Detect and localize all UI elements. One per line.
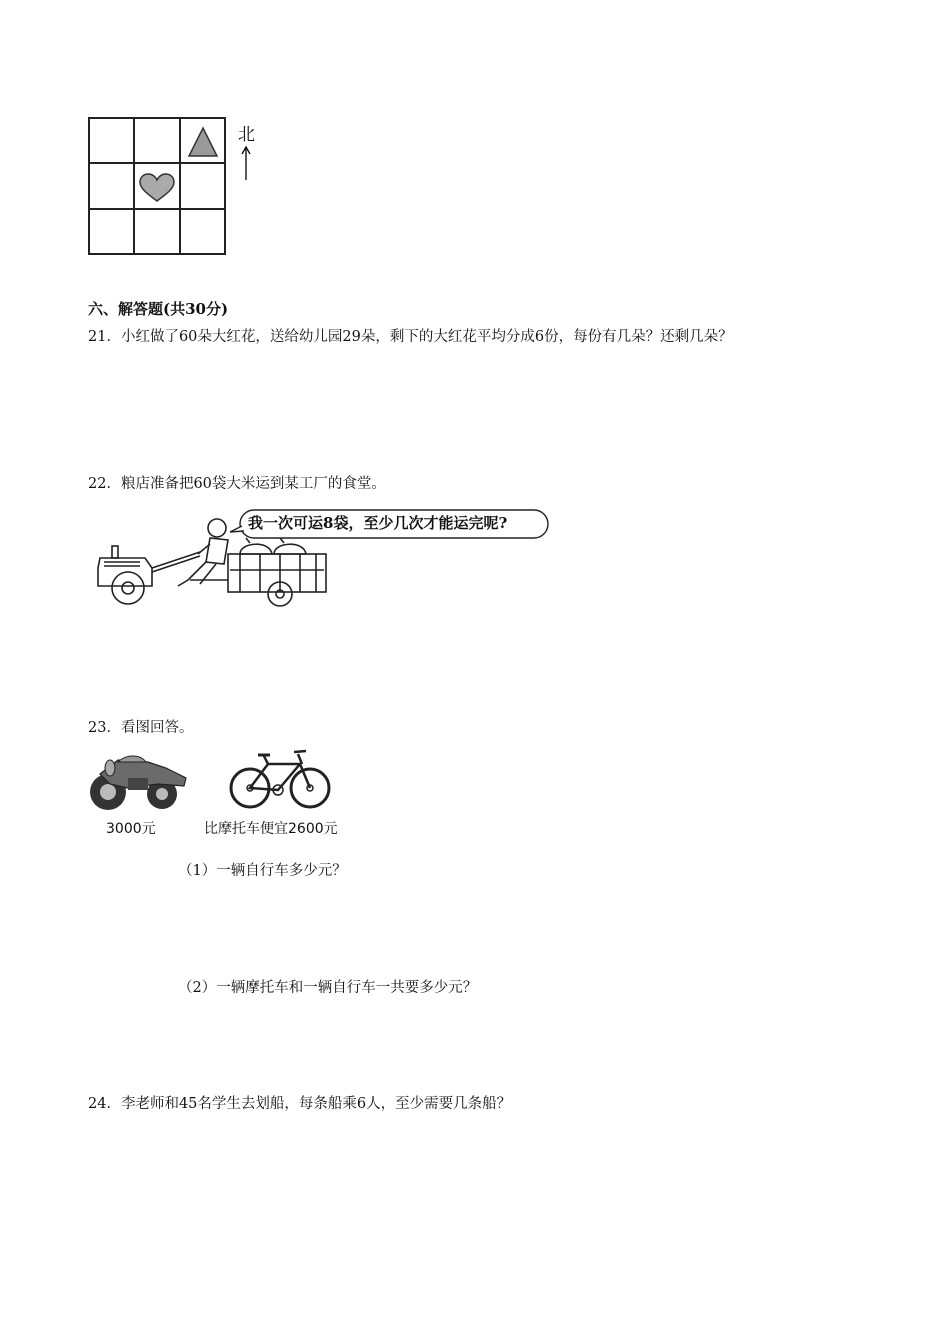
question-23 (88, 718, 193, 738)
north-label: 北 (238, 125, 255, 145)
motorcycle-price: 3000元 (106, 821, 156, 837)
section-title: 六、解答题(共30分) (88, 300, 229, 318)
bicycle-illustration (228, 746, 332, 812)
question-text: 粮店准备把60袋大米运到某工厂的食堂。 (120, 476, 386, 492)
question-21 (88, 327, 733, 347)
grid-cell (89, 209, 134, 254)
speech-text: 我一次可运8袋，至少几次才能运完呢? (248, 514, 508, 532)
question-text: 李老师和45名学生去划船，每条船乘6人，至少需要几条船？ (120, 1096, 512, 1112)
grid-cell (134, 118, 179, 163)
subquestion-2 (178, 976, 477, 997)
north-arrow-icon (240, 145, 252, 181)
question-text: 小红做了60朵大红花，送给幼儿园29朵，剩下的大红花平均分成6份，每份有几朵？还剩几朵？ (120, 329, 733, 345)
grid-cell (134, 163, 179, 208)
motorcycle-illustration (88, 748, 192, 814)
subquestion-1 (178, 859, 347, 880)
question-24 (88, 1094, 511, 1114)
grid-cell (89, 163, 134, 208)
grid-cell (180, 118, 225, 163)
subquestion-label: （2） (178, 980, 217, 996)
bicycle-caption: 比摩托车便宜2600元 (204, 821, 338, 837)
question-number: 24． (88, 1096, 121, 1112)
grid-cell (180, 163, 225, 208)
grid-cell (180, 209, 225, 254)
question-22 (88, 474, 386, 494)
question-number: 22． (88, 476, 121, 492)
question-number: 21． (88, 329, 121, 345)
subquestion-label: （1） (178, 863, 217, 879)
subquestion-text: 一辆摩托车和一辆自行车一共要多少元？ (216, 980, 478, 996)
grid-cell (134, 209, 179, 254)
grid-cell (89, 118, 134, 163)
subquestion-text: 一辆自行车多少元？ (216, 863, 347, 879)
question-number: 23． (88, 720, 121, 736)
question-text: 看图回答。 (120, 720, 194, 736)
heart-icon (138, 173, 176, 203)
position-grid (88, 117, 226, 255)
triangle-icon (187, 126, 219, 158)
